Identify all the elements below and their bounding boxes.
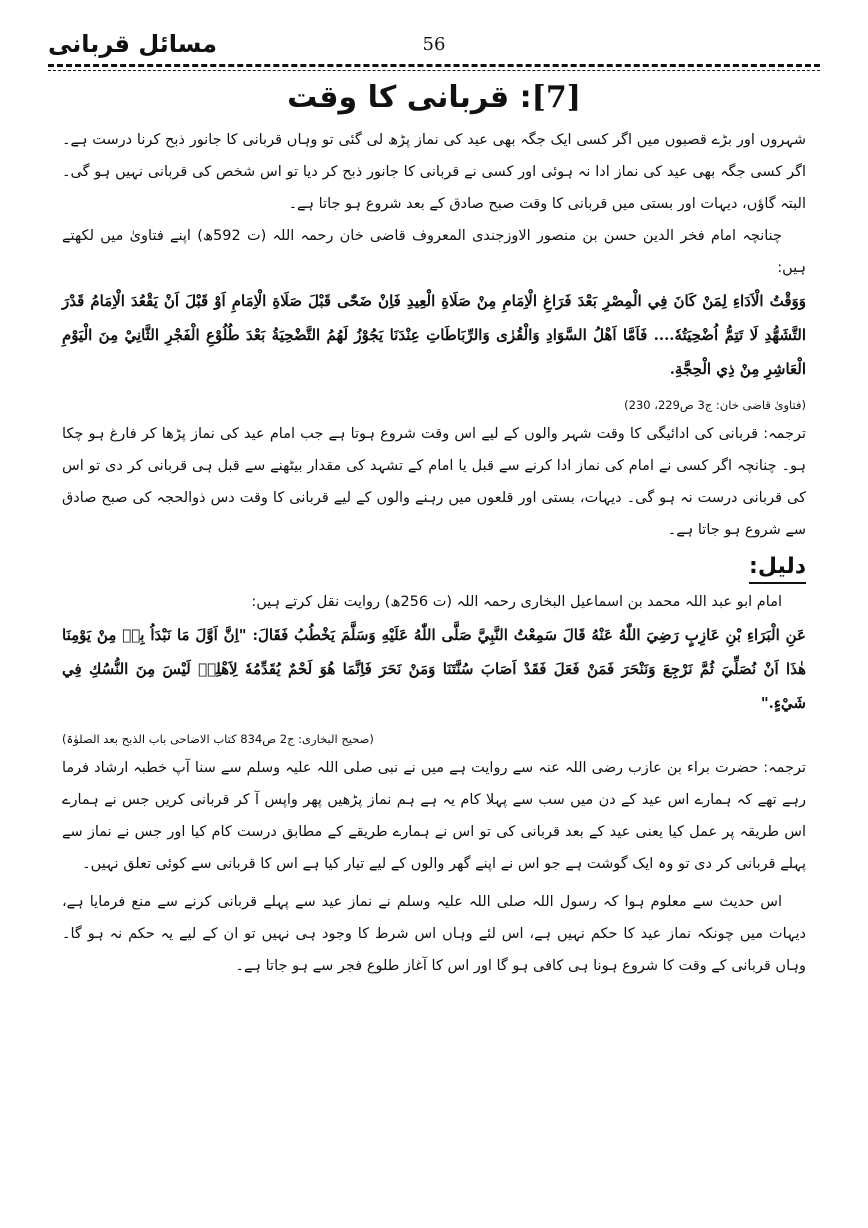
page-number: 56	[422, 34, 446, 55]
fatawa-translation: ترجمہ: قربانی کی ادائیگی کا وقت شہر والوں کے لیے اس وقت شروع ہوتا ہے جب امام عید کی نماز پڑھا کر فارغ ہو چکا ہو۔ چنانچہ اگر کسی نے امام کی نماز ادا کرنے سے قبل یا امام کے تشہد کی مقدار بیٹھنے سے قبل ہی قربانی کر دی تو اس کی قربانی درست نہ ہو گی۔ دیہات، بستی اور قلعوں میں رہنے والوں کے لیے قربانی کا وقت دس ذوالحجہ کی صبح صادق سے شروع ہو جاتا ہے۔	[62, 426, 806, 538]
opening-paragraph: شہروں اور بڑے قصبوں میں اگر کسی ایک جگہ بھی عید کی نماز پڑھ لی گئی تو وہاں قربانی کا جانور ذبح کرنا درست ہے۔ اگر کسی جگہ بھی عید کی نماز ادا نہ ہوئی اور کسی نے قربانی کا جانور ذبح کر دیا تو اس شخص کی قربانی نہیں ہو گی۔ البتہ گاؤں، دیہات اور بستی میں قربانی کا وقت صبح صادق کے بعد شروع ہو جاتا ہے۔	[62, 132, 806, 212]
fatawa-reference: (فتاویٰ قاضی خان: ج3 ص229، 230)	[624, 398, 806, 412]
chapter-heading	[0, 80, 868, 115]
header-divider-thin	[48, 70, 820, 71]
dalil-row	[62, 548, 806, 586]
page-content	[62, 124, 806, 982]
chapter-number: [7]	[531, 80, 581, 115]
chapter-title: : قربانی کا وقت	[287, 80, 532, 115]
hadith-translation: ترجمہ: حضرت براء بن عازب رضی اللہ عنہ سے روایت ہے میں نے نبی صلی اللہ علیہ وسلم سے سنا آپ خطبہ ارشاد فرما رہے تھے کہ ہمارے اس عید کے دن میں سب سے پہلا کام یہ ہے ہم نماز پڑھیں پھر واپس آ کر قربانی کریں جس نے ہمارے اس طریقہ پر عمل کیا یعنی عید کے بعد قربانی کی تو اس نے ہمارے طریقے کے مطابق درست کام کیا اور جس نے نماز سے پہلے قربانی کر دی تو وہ ایک گوشت ہے جو اس نے اپنے گھر والوں کے لیے تیار کیا ہے اس کا قربانی سے کوئی تعلق نہیں۔	[62, 760, 806, 872]
header-divider	[48, 64, 820, 67]
arabic-hadith-quote: عَنِ الْبَرَاءِ بْنِ عَازِبٍ رَضِيَ اللّٰهُ عَنْهُ قَالَ سَمِعْتُ النَّبِيَّ صَلَّى اللّٰهُ عَلَيْهِ وَسَلَّمَ يَخْطُبُ فَقَالَ: "اِنَّ اَوَّلَ مَا نَبْدَاُ بِهٖ مِنْ يَوْمِنَا هٰذَا اَنْ نُصَلِّيَ ثُمَّ نَرْجِعَ وَنَنْحَرَ فَمَنْ فَعَلَ فَقَدْ اَصَابَ سُنَّتَنَا وَمَنْ نَحَرَ فَاِنَّمَا هُوَ لَحْمٌ يُقَدِّمُهٗ لِاَهْلِهٖ لَيْسَ مِنَ النُّسُكِ فِي شَيْءٍ."	[62, 626, 806, 712]
closing-paragraph: اس حدیث سے معلوم ہوا کہ رسول اللہ صلی اللہ علیہ وسلم نے نماز عید سے پہلے قربانی کرنے سے منع فرمایا ہے، دیہات میں چونکہ نماز عید کا حکم نہیں ہے، اس لئے وہاں اس شرط کا وجود ہی نہیں تو ان کے لیے یہ حکم نہ ہو گا۔ وہاں قربانی کے وقت کا شروع ہونا ہی کافی ہو گا اور اس کا آغاز طلوع فجر سے ہو جاتا ہے۔	[62, 894, 806, 974]
bukhari-intro: امام ابو عبد اللہ محمد بن اسماعیل البخاری رحمہ اللہ (ت 256ھ) روایت نقل کرتے ہیں:	[251, 594, 782, 610]
dalil-heading: دلیل:	[749, 552, 806, 584]
book-title: مسائل قربانی	[48, 30, 218, 58]
arabic-fatawa-quote: وَوَقْتُ الْاَدَاءِ لِمَنْ كَانَ فِي الْمِصْرِ بَعْدَ فَرَاغِ الْاِمَامِ مِنْ صَلَاةِ الْعِيدِ فَاِنْ ضَحّٰى قَبْلَ صَلَاةِ الْاِمَامِ اَوْ قَبْلَ اَنْ يَقْعُدَ الْاِمَامُ قَدْرَ التَّشَهُّدِ لَا تَتِمُّ اُضْحِيَتُهٗ.... فَاَمَّا اَهْلُ السَّوَادِ وَالْقُرٰى وَالرِّبَاطَاتِ عِنْدَنَا يَجُوْزُ لَهُمُ التَّضْحِيَةُ بَعْدَ طُلُوْعِ الْفَجْرِ الثَّانِيْ مِنَ الْيَوْمِ الْعَاشِرِ مِنْ ذِي الْحِجَّةِ.	[62, 292, 806, 378]
fatawa-intro: چنانچہ امام فخر الدین حسن بن منصور الاوزجندی المعروف قاضی خان رحمہ اللہ (ت 592ھ) اپنے فتاویٰ میں لکھتے ہیں:	[62, 228, 806, 276]
page-header	[48, 24, 820, 64]
bukhari-reference: (صحیح البخاری: ج2 ص834 کتاب الاضاحی باب الذبح بعد الصلوٰۃ)	[62, 732, 374, 746]
